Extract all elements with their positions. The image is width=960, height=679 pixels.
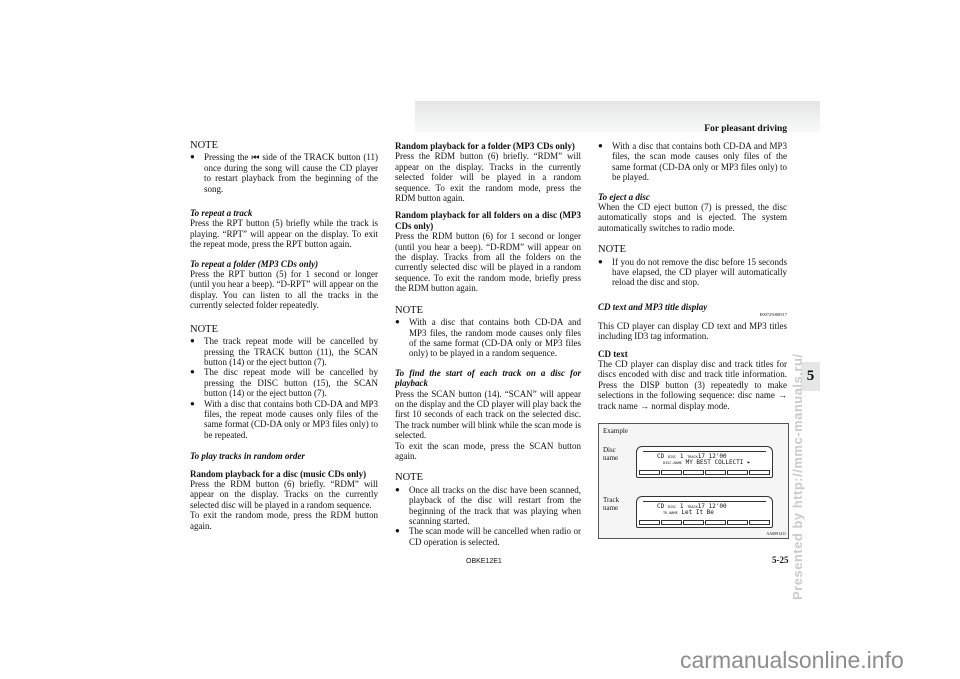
note-list [395, 485, 581, 547]
note-item: ● The disc repeat mode will be cancelled by pressing the DISC button (15), the SCAN button (14) or the eject button (7). [204, 367, 378, 398]
note-item: ● With a disc that contains both CD-DA and MP3 files, the scan mode causes only files of the same format (CD-DA only or MP3 files only) to be played. [612, 141, 787, 183]
paragraph: Press the RDM button (6) briefly. “RDM” will appear on the display. Tracks on the currently selected disc will be played in a random sequence. [190, 478, 378, 510]
chapter-tab: 5 [801, 362, 820, 391]
track-name-label [603, 496, 619, 512]
subheading: Random playback for all folders on a disc (MP3 CDs only) [395, 210, 581, 231]
paragraph: Press the RPT button (5) briefly while the track is playing. “RPT” will appear on the display. To exit the repeat mode, press the RPT button again. [190, 218, 378, 250]
paragraph: To exit the random mode, press the RDM button again. [190, 510, 378, 531]
label-line: Disc [603, 446, 616, 454]
paragraph: Press the RDM button (6) for 1 second or longer (until you hear a beep). “D-RDM” will appear on the display. Tracks from all the folders on the currently selected disc will be played in a random sequence. To exit the random mode, briefly press the RDM button again. [395, 231, 581, 294]
title-line: TR.NAME Let It Be [663, 509, 714, 516]
note-heading: NOTE [395, 304, 423, 316]
figure-label: Example [603, 427, 628, 435]
note-item: ● The scan mode will be cancelled when radio or CD operation is selected. [409, 526, 581, 547]
note-item: ● The track repeat mode will be cancelled by pressing the TRACK button (11), the SCAN button (14) or the eject button (7). [204, 336, 378, 367]
section-heading: To find the start of each track on a disc for playback [395, 367, 581, 389]
paragraph: Press the RDM button (6) briefly. “RDM” will appear on the display. Tracks in the currently selected folder will be played in a random sequence. To exit the random mode, press the RDM button again. [395, 151, 581, 204]
page-number: 5-25 [772, 555, 789, 565]
section-title: For pleasant driving [704, 124, 787, 134]
paragraph: Press the RPT button (5) for 1 second or longer (until you hear a beep). “D-RPT” will appear on the display. You can listen to all the tracks in the currently selected folder repeatedly. [190, 269, 378, 311]
note-list [395, 317, 581, 359]
column-2 [395, 141, 581, 547]
note-item: ● Once all tracks on the disc have been scanned, playback of the disc will restart from the beginning of the track that was playing when scanning started. [409, 485, 581, 527]
note-item: ● With a disc that contains both CD-DA and MP3 files, the repeat mode causes only files of the same format (CD-DA only or MP3 files only) to be repeated. [204, 399, 378, 441]
label-line: Track [603, 496, 620, 504]
paragraph: To exit the scan mode, press the SCAN button again. [395, 440, 581, 461]
status-line: CD DISC 1 TRACK17 12'00 [657, 503, 727, 510]
note-list [598, 257, 787, 288]
note-item: ● Pressing the ⏮ side of the TRACK button (11) once during the song will cause the CD player to restart playback from the beginning of the song. [204, 152, 378, 194]
bottom-watermark[interactable]: carmanualsonline.info [680, 647, 904, 673]
note-list [190, 152, 378, 194]
note-heading: NOTE [395, 472, 423, 484]
disc-name-label [603, 446, 618, 462]
note-heading: NOTE [190, 323, 218, 335]
paragraph: This CD player can display CD text and MP3 titles including ID3 tag information. [598, 320, 787, 342]
note-heading: NOTE [190, 140, 218, 151]
section-heading: To play tracks in random order [190, 451, 305, 462]
page-header-bar [415, 101, 820, 133]
column-1 [190, 141, 378, 531]
paragraph: When the CD eject button (7) is pressed, the disc automatically stops and is ejected. The system automatically switches to radio mode. [598, 202, 787, 233]
doc-code: OBKE12E1 [466, 558, 502, 565]
section-heading: To repeat a track [190, 208, 253, 219]
label-line: name [603, 454, 619, 462]
track-name-display [636, 496, 773, 528]
disc-name-display [636, 446, 773, 478]
reference-code: E00725000517 [759, 312, 787, 318]
paragraph: The CD player can display disc and track titles for discs encoded with disc and track title information. Press the DISP button (3) repeatedly to make selections in the following sequence: disc name → track name → normal display mode. [598, 358, 787, 411]
subheading: Random playback for a disc (music CDs only) [190, 468, 367, 479]
display-example-figure [598, 423, 789, 539]
column-3 [598, 141, 787, 411]
subheading: CD text [598, 348, 628, 359]
section-heading: CD text and MP3 title display [598, 301, 708, 312]
side-watermark: Presented by http://mmc-manuals.ru/ [790, 353, 805, 600]
figure-code: AA0091411 [766, 531, 786, 536]
section-heading: To eject a disc [598, 191, 650, 202]
note-heading: NOTE [598, 244, 626, 256]
title-line: DISC.NAME MY BEST COLLECTI ▸ [663, 459, 751, 466]
note-list [190, 336, 378, 440]
subheading: Random playback for a folder (MP3 CDs only) [395, 141, 575, 151]
section-heading: To repeat a folder (MP3 CDs only) [190, 258, 319, 269]
note-item: ● If you do not remove the disc before 15 seconds have elapsed, the CD player will automatically reload the disc and stop. [612, 257, 787, 288]
paragraph: Press the SCAN button (14). “SCAN” will appear on the display and the CD player will play back the first 10 seconds of each track on the selected disc. The track number will blink while the scan mode is selected. [395, 388, 581, 441]
status-line: CD DISC 1 TRACK17 12'00 [657, 453, 727, 460]
note-item: ● With a disc that contains both CD-DA and MP3 files, the random mode causes only files of the same format (CD-DA only or MP3 files only) to be played in a random sequence. [409, 317, 581, 359]
label-line: name [603, 504, 619, 512]
note-list [598, 141, 787, 183]
